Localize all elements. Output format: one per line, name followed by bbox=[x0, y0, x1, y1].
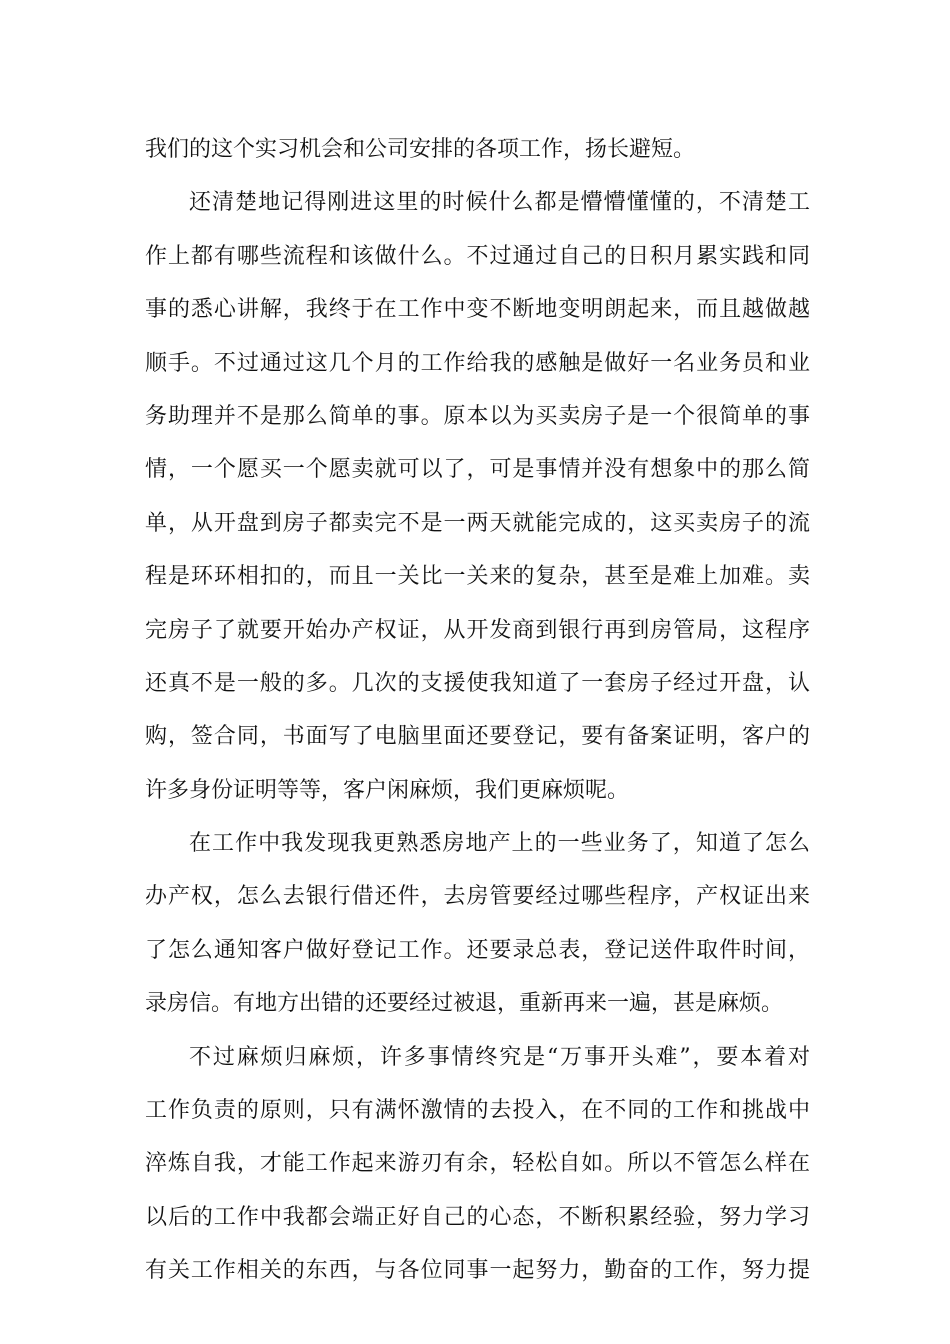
text-line: 还清楚地记得刚进这里的时候什么都是懵懵懂懂的，不清楚工 bbox=[189, 190, 810, 216]
text-line: 程是环环相扣的，而且一关比一关来的复杂，甚至是难上加难。卖 bbox=[145, 564, 810, 590]
text-line: 录房信。有地方出错的还要经过被退，重新再来一遍，甚是麻烦。 bbox=[145, 991, 784, 1017]
text-line: 有关工作相关的东西，与各位同事一起努力，勤奋的工作，努力提 bbox=[145, 1258, 810, 1284]
text-line: 了怎么通知客户做好登记工作。还要录总表，登记送件取件时间， bbox=[145, 937, 810, 963]
text-line: 情，一个愿买一个愿卖就可以了，可是事情并没有想象中的那么简 bbox=[145, 457, 810, 483]
text-line: 顺手。不过通过这几个月的工作给我的感触是做好一名业务员和业 bbox=[145, 350, 810, 376]
text-line: 完房子了就要开始办产权证，从开发商到银行再到房管局，这程序 bbox=[145, 617, 810, 643]
paragraph bbox=[145, 176, 810, 817]
paragraph bbox=[145, 817, 810, 1031]
paragraph bbox=[145, 123, 810, 176]
paragraph bbox=[145, 1031, 810, 1298]
text-line: 作上都有哪些流程和该做什么。不过通过自己的日积月累实践和同 bbox=[145, 243, 810, 269]
text-line: 淬炼自我，才能工作起来游刃有余，轻松自如。所以不管怎么样在 bbox=[145, 1151, 810, 1177]
text-line: 在工作中我发现我更熟悉房地产上的一些业务了，知道了怎么 bbox=[189, 831, 810, 857]
text-line: 我们的这个实习机会和公司安排的各项工作，扬长避短。 bbox=[145, 137, 696, 162]
text-line: 务助理并不是那么简单的事。原本以为买卖房子是一个很简单的事 bbox=[145, 403, 810, 429]
text-line: 事的悉心讲解，我终于在工作中变不断地变明朗起来，而且越做越 bbox=[145, 297, 810, 323]
text-line: 不过麻烦归麻烦，许多事情终究是“万事开头难”，要本着对 bbox=[189, 1044, 810, 1070]
text-line: 许多身份证明等等，客户闲麻烦，我们更麻烦呢。 bbox=[145, 777, 630, 803]
text-line: 购，签合同，书面写了电脑里面还要登记，要有备案证明，客户的 bbox=[145, 724, 810, 750]
document-body bbox=[145, 123, 810, 1298]
text-line: 还真不是一般的多。几次的支援使我知道了一套房子经过开盘，认 bbox=[145, 670, 810, 696]
text-line: 单，从开盘到房子都卖完不是一两天就能完成的，这买卖房子的流 bbox=[145, 510, 810, 536]
text-line: 办产权，怎么去银行借还件，去房管要经过哪些程序，产权证出来 bbox=[145, 884, 810, 910]
text-line: 以后的工作中我都会端正好自己的心态，不断积累经验，努力学习 bbox=[145, 1204, 810, 1230]
text-line: 工作负责的原则，只有满怀激情的去投入，在不同的工作和挑战中 bbox=[145, 1098, 810, 1124]
